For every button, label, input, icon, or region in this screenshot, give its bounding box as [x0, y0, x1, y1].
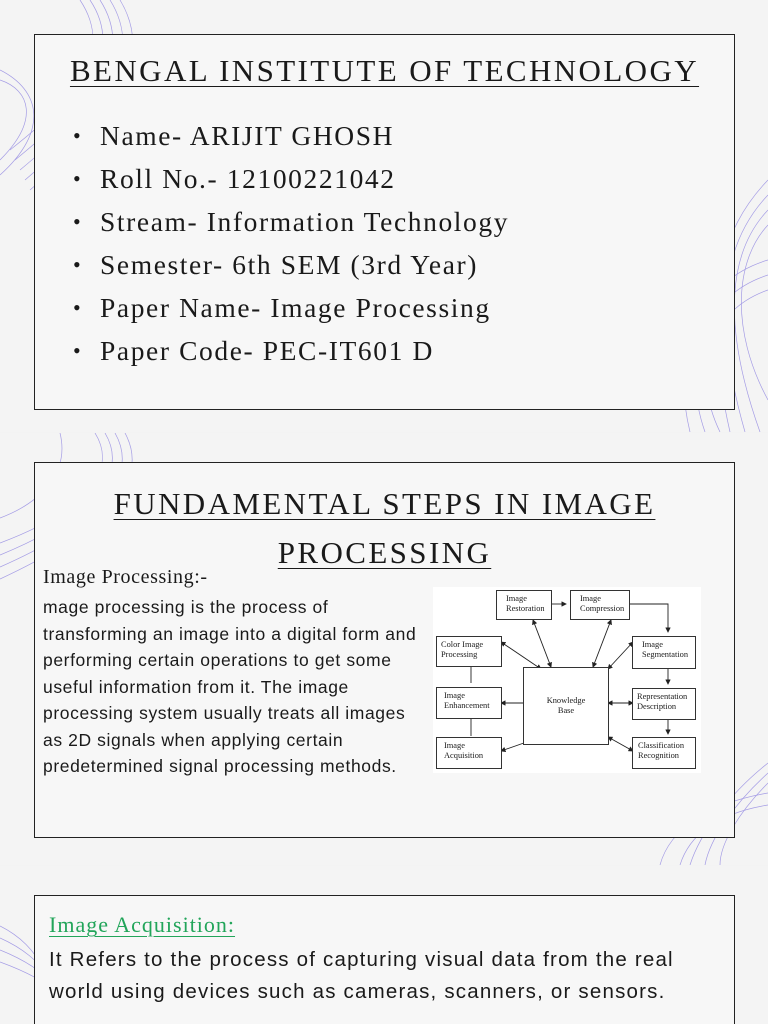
content-card — [34, 895, 735, 1024]
section-title: FUNDAMENTAL STEPS IN IMAGE PROCESSING — [113, 486, 656, 570]
slide-3 — [0, 866, 768, 1024]
info-card — [34, 34, 735, 410]
list-item: • Name- ARIJIT GHOSH — [73, 115, 509, 158]
slide-1 — [0, 0, 768, 432]
list-item: • Paper Name- Image Processing — [73, 287, 509, 330]
student-info-list — [73, 115, 509, 373]
institute-title: BENGAL INSTITUTE OF TECHNOLOGY — [69, 53, 700, 88]
list-item: • Stream- Information Technology — [73, 201, 509, 244]
list-item: • Paper Code- PEC-IT601 D — [73, 330, 509, 373]
list-item: • Semester- 6th SEM (3rd Year) — [73, 244, 509, 287]
box-image-restoration: Image Restoration — [496, 590, 552, 620]
subtitle: Image Processing:- — [43, 566, 208, 588]
slide-2 — [0, 433, 768, 865]
process-diagram — [433, 587, 701, 773]
bullet: • — [73, 295, 83, 320]
content-card — [34, 462, 735, 838]
bullet: • — [73, 209, 83, 234]
box-image-segmentation: Image Segmentation — [632, 636, 696, 669]
bullet: • — [73, 166, 83, 191]
box-representation-description: Representation Description — [632, 688, 696, 720]
section-heading: Image Acquisition: — [49, 912, 236, 937]
bullet: • — [73, 338, 83, 363]
box-knowledge-base: Knowledge Base — [523, 667, 609, 745]
box-classification-recognition: Classification Recognition — [632, 737, 696, 769]
box-image-acquisition: Image Acquisition — [436, 737, 502, 769]
list-item: • Roll No.- 12100221042 — [73, 158, 509, 201]
box-color-image-processing: Color Image Processing — [436, 636, 502, 667]
box-image-enhancement: Image Enhancement — [436, 687, 502, 719]
description-paragraph: It Refers to the process of capturing visual data from the real world using devices such as cameras, scanners, or sensors. — [49, 948, 674, 1003]
box-image-compression: Image Compression — [570, 590, 630, 620]
bullet: • — [73, 123, 83, 148]
description-paragraph: mage processing is the process of transforming an image into a digital form and performing certain operations to get some useful information from it. The image processing system usually treats all images as 2D signals when applying certain predetermined signal processing methods. — [43, 597, 417, 776]
bullet: • — [73, 252, 83, 277]
